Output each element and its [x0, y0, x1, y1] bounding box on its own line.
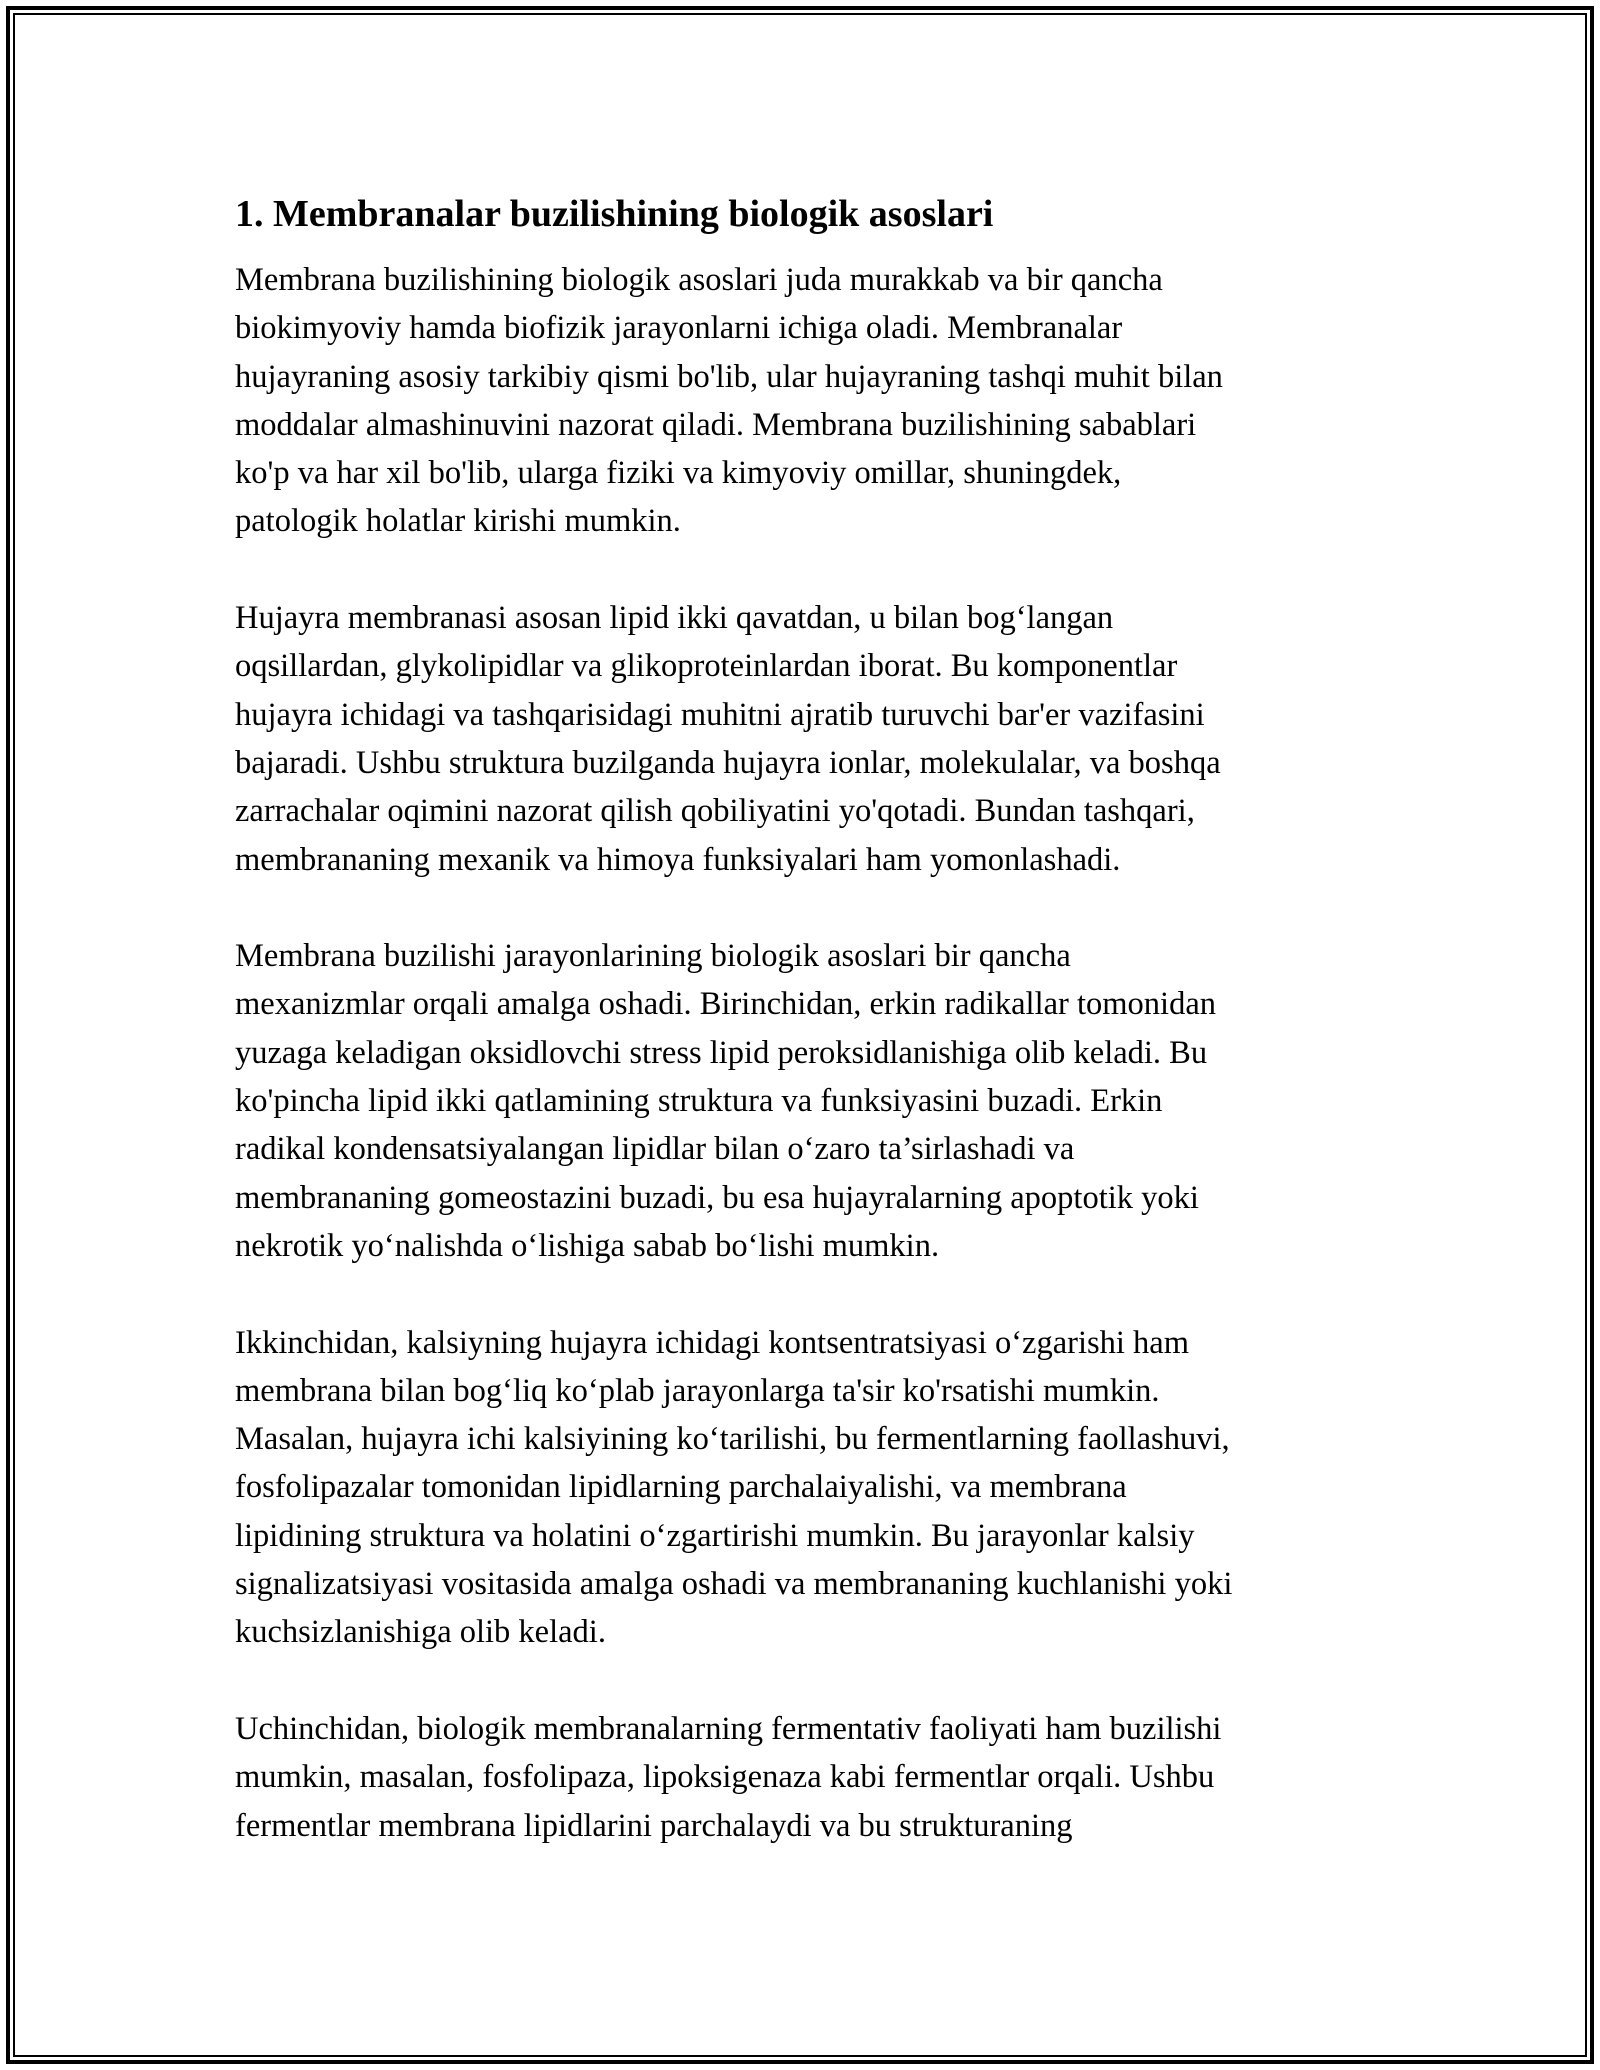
paragraph-2: Hujayra membranasi asosan lipid ikki qavatdan, u bilan bog‘langan oqsillardan, glykolipidlar va glikoproteinlardan iborat. Bu komponentlar hujayra ichidagi va tashqarisidagi muhitni ajratib turuvchi bar'er vazifasini bajaradi. Ushbu struktura buzilganda hujayra ionlar, molekulalar, va boshqa zarrachalar oqimini nazorat qilish qobiliyatini yo'qotadi. Bundan tashqari, membrananing mexanik va himoya funksiyalari ham yomonlashadi. — [235, 600, 1221, 878]
paragraph-4: Ikkinchidan, kalsiyning hujayra ichidagi kontsentratsiyasi o‘zgarishi ham membrana bilan bog‘liq ko‘plab jarayonlarga ta'sir ko'rsatishi mumkin. Masalan, hujayra ichi kalsiyining ko‘tarilishi, bu fermentlarning faollashuvi, fosfolipazalar tomonidan lipidlarning parchalaiyalishi, va membrana lipidining struktura va holatini o‘zgartirishi mumkin. Bu jarayonlar kalsiy signalizatsiyasi vositasida amalga oshadi va membrananing kuchlanishi yoki kuchsizlanishiga olib keladi. — [235, 1324, 1233, 1651]
paragraph-1: Membrana buzilishining biologik asoslari juda murakkab va bir qancha biokimyoviy hamda biofizik jarayonlarni ichiga oladi. Membranalar hujayraning asosiy tarkibiy qismi bo'lib, ular hujayraning tashqi muhit bilan moddalar almashinuvini nazorat qiladi. Membrana buzilishining sabablari ko'p va har xil bo'lib, ularga fiziki va kimyoviy omillar, shuningdek, patologik holatlar kirishi mumkin. — [235, 262, 1223, 540]
section-heading: 1. Membranalar buzilishining biologik asoslari — [235, 193, 994, 235]
document-body — [235, 188, 1370, 1898]
paragraph-5: Uchinchidan, biologik membranalarning fermentativ faoliyati ham buzilishi mumkin, masalan, fosfolipaza, lipoksigenaza kabi fermentlar orqali. Ushbu fermentlar membrana lipidlarini parchalaydi va bu strukturaning — [235, 1710, 1222, 1844]
paragraph-3: Membrana buzilishi jarayonlarining biologik asoslari bir qancha mexanizmlar orqali amalga oshadi. Birinchidan, erkin radikallar tomonidan yuzaga keladigan oksidlovchi stress lipid peroksidlanishiga olib keladi. Bu ko'pincha lipid ikki qatlamining struktura va funksiyasini buzadi. Erkin radikal kondensatsiyalangan lipidlar bilan o‘zaro ta’sirlashadi va membrananing gomeostazini buzadi, bu esa hujayralarning apoptotik yoki nekrotik yo‘nalishda o‘lishiga sabab bo‘lishi mumkin. — [235, 938, 1216, 1264]
